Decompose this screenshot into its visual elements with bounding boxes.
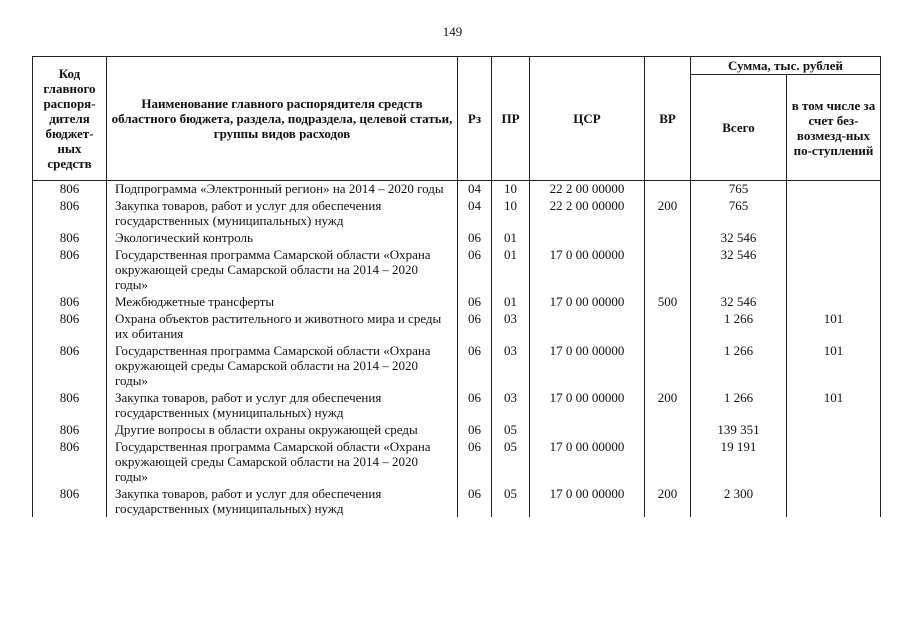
cell-rz: 06 [458,342,492,389]
cell-csr [530,229,645,246]
cell-name: Межбюджетные трансферты [107,293,458,310]
cell-csr: 17 0 00 00000 [530,342,645,389]
header-pr: ПР [492,57,530,181]
table-row [33,197,881,229]
cell-rz: 06 [458,246,492,293]
table-row [33,229,881,246]
cell-code: 806 [33,389,107,421]
cell-code: 806 [33,229,107,246]
cell-vr [645,181,691,198]
cell-csr: 17 0 00 00000 [530,389,645,421]
cell-csr [530,310,645,342]
cell-code: 806 [33,197,107,229]
cell-code: 806 [33,438,107,485]
cell-vr [645,342,691,389]
cell-vr [645,438,691,485]
cell-rz: 06 [458,421,492,438]
cell-csr [530,421,645,438]
cell-vr: 200 [645,197,691,229]
cell-code: 806 [33,293,107,310]
cell-gratis: 101 [787,389,881,421]
cell-code: 806 [33,181,107,198]
cell-pr: 03 [492,389,530,421]
cell-gratis [787,485,881,517]
cell-vr [645,229,691,246]
cell-pr: 03 [492,310,530,342]
cell-gratis [787,438,881,485]
cell-rz: 06 [458,438,492,485]
header-rz: Рз [458,57,492,181]
cell-total: 32 546 [691,229,787,246]
cell-csr: 17 0 00 00000 [530,485,645,517]
cell-gratis: 101 [787,310,881,342]
cell-name: Экологический контроль [107,229,458,246]
cell-total: 32 546 [691,293,787,310]
table-body [33,181,881,518]
cell-total: 765 [691,181,787,198]
cell-rz: 04 [458,181,492,198]
cell-name: Закупка товаров, работ и услуг для обеспечения государственных (муниципальных) нужд [107,197,458,229]
cell-code: 806 [33,342,107,389]
header-vr: ВР [645,57,691,181]
budget-table [32,56,881,517]
cell-total: 32 546 [691,246,787,293]
cell-csr: 17 0 00 00000 [530,293,645,310]
cell-total: 765 [691,197,787,229]
cell-name: Государственная программа Самарской области «Охрана окружающей среды Самарской области на 2014 – 2020 годы» [107,246,458,293]
header-name: Наименование главного распорядителя средств областного бюджета, раздела, подраздела, целевой статьи, группы видов расходов [107,57,458,181]
header-sum: Сумма, тыс. рублей [691,57,881,75]
cell-pr: 10 [492,197,530,229]
cell-name: Закупка товаров, работ и услуг для обеспечения государственных (муниципальных) нужд [107,485,458,517]
cell-name: Закупка товаров, работ и услуг для обеспечения государственных (муниципальных) нужд [107,389,458,421]
cell-name: Государственная программа Самарской области «Охрана окружающей среды Самарской области на 2014 – 2020 годы» [107,438,458,485]
cell-rz: 06 [458,485,492,517]
table-row [33,246,881,293]
cell-rz: 06 [458,389,492,421]
cell-pr: 01 [492,246,530,293]
cell-total: 1 266 [691,310,787,342]
cell-pr: 05 [492,485,530,517]
cell-vr: 200 [645,485,691,517]
cell-csr: 22 2 00 00000 [530,197,645,229]
cell-gratis [787,421,881,438]
cell-vr [645,310,691,342]
cell-rz: 06 [458,229,492,246]
cell-code: 806 [33,421,107,438]
cell-code: 806 [33,246,107,293]
header-csr: ЦСР [530,57,645,181]
table-row [33,293,881,310]
header-code: Код главного распоря-дителя бюджет-ных средств [33,57,107,181]
cell-code: 806 [33,485,107,517]
header-total: Всего [691,75,787,181]
cell-total: 139 351 [691,421,787,438]
table-row [33,389,881,421]
cell-gratis [787,293,881,310]
cell-vr: 200 [645,389,691,421]
table-row [33,485,881,517]
cell-gratis [787,229,881,246]
cell-name: Государственная программа Самарской области «Охрана окружающей среды Самарской области на 2014 – 2020 годы» [107,342,458,389]
cell-total: 19 191 [691,438,787,485]
cell-total: 2 300 [691,485,787,517]
cell-rz: 06 [458,310,492,342]
cell-csr: 22 2 00 00000 [530,181,645,198]
cell-vr [645,421,691,438]
cell-pr: 05 [492,421,530,438]
cell-rz: 06 [458,293,492,310]
cell-gratis [787,246,881,293]
cell-vr: 500 [645,293,691,310]
cell-name: Подпрограмма «Электронный регион» на 2014 – 2020 годы [107,181,458,198]
header-gratis: в том числе за счет без-возмезд-ных по-ступлений [787,75,881,181]
cell-pr: 03 [492,342,530,389]
table-row [33,342,881,389]
table-row [33,181,881,198]
cell-total: 1 266 [691,389,787,421]
table-row [33,310,881,342]
table-row [33,421,881,438]
cell-pr: 01 [492,293,530,310]
cell-rz: 04 [458,197,492,229]
cell-csr: 17 0 00 00000 [530,438,645,485]
table-row [33,438,881,485]
cell-name: Другие вопросы в области охраны окружающей среды [107,421,458,438]
cell-pr: 05 [492,438,530,485]
cell-total: 1 266 [691,342,787,389]
cell-gratis: 101 [787,342,881,389]
cell-gratis [787,197,881,229]
cell-name: Охрана объектов растительного и животного мира и среды их обитания [107,310,458,342]
cell-pr: 10 [492,181,530,198]
cell-csr: 17 0 00 00000 [530,246,645,293]
page-number: 149 [442,24,463,39]
cell-gratis [787,181,881,198]
cell-pr: 01 [492,229,530,246]
cell-vr [645,246,691,293]
table-header [33,57,881,181]
cell-code: 806 [33,310,107,342]
